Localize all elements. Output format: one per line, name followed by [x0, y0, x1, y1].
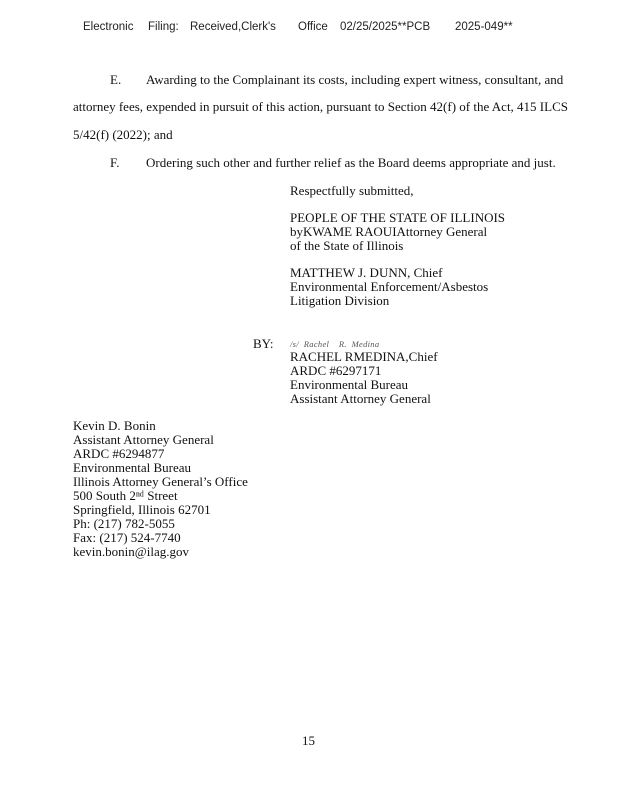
people-line: byKWAME RAOUIAttorney General	[290, 224, 488, 239]
item-e-line-3: 5/42(f) (2022); and	[73, 127, 173, 142]
item-f-letter: F.	[110, 155, 120, 170]
contact-email[interactable]: kevin.bonin@ilag.gov	[73, 544, 189, 559]
dunn-block	[290, 266, 488, 308]
contact-line: ARDC #6294877	[73, 446, 165, 461]
contact-line: Ph: (217) 782-5055	[73, 516, 175, 531]
contact-line: 500 South 2ⁿᵈ Street	[73, 488, 178, 503]
medina-block	[290, 350, 438, 406]
medina-line: ARDC #6297171	[290, 363, 382, 378]
item-f-line-1: Ordering such other and further relief as the Board deems appropriate and just.	[146, 155, 556, 170]
header-case-number: 2025-049**	[455, 21, 513, 33]
medina-line: RACHEL RMEDINA,Chief	[290, 349, 438, 364]
contact-line: Environmental Bureau	[73, 460, 192, 475]
item-e-line-1: Awarding to the Complainant its costs, including expert witness, consultant, and	[146, 72, 564, 87]
item-e-line-2: attorney fees, expended in pursuit of this action, pursuant to Section 42(f) of the Act, 415 ILCS	[73, 99, 568, 114]
filing-stamp-header	[0, 21, 618, 37]
dunn-line: MATTHEW J. DUNN, Chief	[290, 265, 443, 280]
people-line: PEOPLE OF THE STATE OF ILLINOIS	[290, 210, 506, 225]
header-electronic: Electronic	[83, 21, 134, 33]
header-office: Office	[298, 21, 328, 33]
contact-line: Kevin D. Bonin	[73, 418, 156, 433]
by-label: BY:	[253, 336, 274, 351]
contact-line: Assistant Attorney General	[73, 432, 214, 447]
header-received: Received,Clerk's	[190, 21, 276, 33]
medina-line: Environmental Bureau	[290, 377, 409, 392]
closing-text: Respectfully submitted,	[290, 183, 414, 198]
contact-line: Fax: (217) 524-7740	[73, 530, 181, 545]
medina-line: Assistant Attorney General	[290, 391, 431, 406]
electronic-signature: /s/ Rachel R. Medina	[290, 339, 380, 349]
header-filing: Filing:	[148, 21, 179, 33]
page-number: 15	[302, 733, 315, 748]
people-of-illinois-block	[290, 211, 505, 253]
dunn-line: Environmental Enforcement/Asbestos	[290, 279, 489, 294]
dunn-line: Litigation Division	[290, 293, 390, 308]
header-date-pcb: 02/25/2025**PCB	[340, 21, 431, 33]
contact-block	[73, 419, 248, 559]
contact-line: Illinois Attorney General’s Office	[73, 474, 248, 489]
people-line: of the State of Illinois	[290, 238, 404, 253]
item-e-letter: E.	[110, 72, 122, 87]
contact-line: Springfield, Illinois 62701	[73, 502, 211, 517]
